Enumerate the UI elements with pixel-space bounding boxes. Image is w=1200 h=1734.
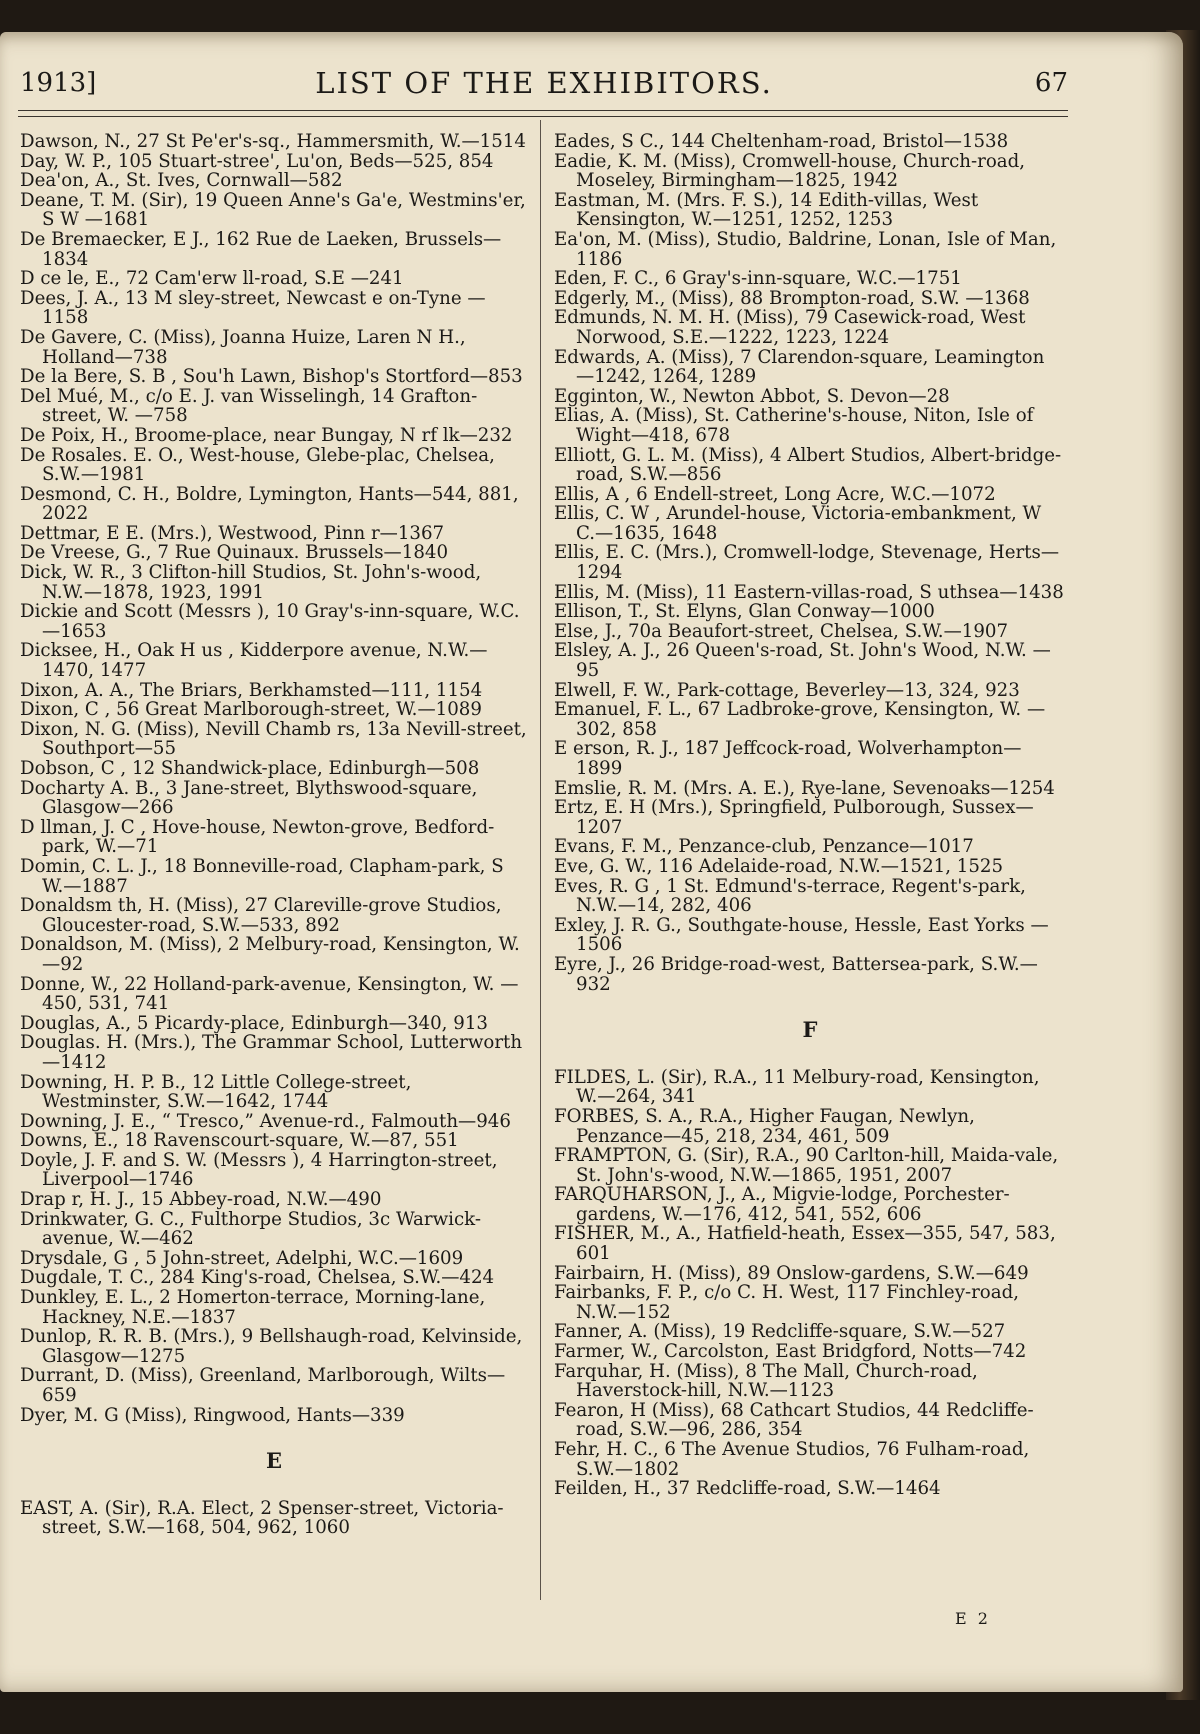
exhibitor-entry: Dunlop, R. R. B. (Mrs.), 9 Bellshaugh-road, Kelvinside, Glasgow—1275 xyxy=(20,1326,523,1367)
exhibitor-entry: Eadie, K. M. (Miss), Cromwell-house, Church-road, Moseley, Birmingham—1825, 1942 xyxy=(554,150,1026,192)
left-column xyxy=(20,132,528,1538)
exhibitor-entry: Fairbairn, H. (Miss), 89 Onslow-gardens, S.W.—649 xyxy=(554,1262,1029,1284)
exhibitor-entry: E erson, R. J., 187 Jeffcock-road, Wolverhampton—1899 xyxy=(554,738,1022,779)
exhibitor-entry: Douglas. H. (Mrs.), The Grammar School, Lutterworth —1412 xyxy=(20,1032,523,1073)
exhibitor-entry: Dixon, A. A., The Briars, Berkhamsted—111, 1154 xyxy=(20,679,483,701)
exhibitor-entry: Domin, C. L. J., 18 Bonneville-road, Clapham-park, S W.—1887 xyxy=(20,855,504,897)
exhibitor-entry: Farquhar, H. (Miss), 8 The Mall, Church-road, Haverstock-hill, N.W.—1123 xyxy=(554,1360,978,1402)
exhibitor-entry: FARQUHARSON, J., A., Migvie-lodge, Porchester-gardens, W.—176, 412, 541, 552, 606 xyxy=(554,1184,1010,1225)
exhibitor-entry: Donne, W., 22 Holland-park-avenue, Kensington, W. —450, 531, 741 xyxy=(20,973,519,1015)
exhibitor-entry: Elwell, F. W., Park-cottage, Beverley—13, 324, 923 xyxy=(554,679,1020,701)
column-divider xyxy=(540,120,541,1600)
section-letter-e: E xyxy=(265,1448,282,1474)
exhibitor-entry: De Gavere, C. (Miss), Joanna Huize, Laren N H., Holland—738 xyxy=(20,326,466,368)
exhibitor-entry: Dawson, N., 27 St Pe'er's-sq., Hammersmith, W.—1514 xyxy=(20,131,526,152)
exhibitor-entry: Fearon, H (Miss), 68 Cathcart Studios, 44 Redcliffe-road, S.W.—96, 286, 354 xyxy=(554,1399,1034,1441)
exhibitor-entry: Drysdale, G , 5 John-street, Adelphi, W.C.—1609 xyxy=(20,1247,464,1269)
exhibitor-entry: Fairbanks, F. P., c/o C. H. West, 117 Finchley-road, N.W.—152 xyxy=(554,1282,1020,1323)
exhibitor-entry: Dixon, C , 56 Great Marlborough-street, W.—1089 xyxy=(20,699,482,721)
exhibitor-entry: Dunkley, E. L., 2 Homerton-terrace, Morning-lane, Hackney, N.E.—1837 xyxy=(20,1287,486,1328)
exhibitor-entry: Eades, S C., 144 Cheltenham-road, Bristol—1538 xyxy=(554,131,1009,152)
exhibitor-entry: Ellis, E. C. (Mrs.), Cromwell-lodge, Stevenage, Herts—1294 xyxy=(554,542,1060,584)
right-column xyxy=(554,132,1066,1499)
header-rule-bottom xyxy=(18,116,1068,117)
exhibitor-entry: Edmunds, N. M. H. (Miss), 79 Casewick-road, West Norwood, S.E.—1222, 1223, 1224 xyxy=(554,307,1026,348)
exhibitor-entry: Farmer, W., Carcolston, East Bridgford, Notts—742 xyxy=(554,1341,1027,1363)
exhibitor-entry: Else, J., 70a Beaufort-street, Chelsea, S.W.—1907 xyxy=(554,620,1009,642)
exhibitor-entry: Fanner, A. (Miss), 19 Redcliffe-square, S.W.—527 xyxy=(554,1321,1006,1343)
header-year: 1913] xyxy=(20,68,97,98)
exhibitor-entry: De Poix, H., Broome-place, near Bungay, N rf lk—232 xyxy=(20,424,513,446)
exhibitor-entry: Ellis, A , 6 Endell-street, Long Acre, W.C.—1072 xyxy=(554,483,996,505)
exhibitor-entry: Edwards, A. (Miss), 7 Clarendon-square, Leamington —1242, 1264, 1289 xyxy=(554,346,1045,388)
exhibitor-entry: Dickie and Scott (Messrs ), 10 Gray's-inn-square, W.C.—1653 xyxy=(20,601,520,642)
exhibitor-entry: Deane, T. M. (Sir), 19 Queen Anne's Ga'e, Westmins'er, S W —1681 xyxy=(20,189,526,231)
section-letter-f: F xyxy=(802,1017,818,1043)
exhibitor-entry: Drap r, H. J., 15 Abbey-road, N.W.—490 xyxy=(20,1189,382,1211)
left-entries-list xyxy=(20,132,528,1425)
exhibitor-entry: Exley, J. R. G., Southgate-house, Hessle, East Yorks —1506 xyxy=(554,914,1049,956)
exhibitor-entry: Downing, H. P. B., 12 Little College-street, Westminster, S.W.—1642, 1744 xyxy=(20,1071,412,1113)
exhibitor-entry: Dyer, M. G (Miss), Ringwood, Hants—339 xyxy=(20,1404,405,1426)
exhibitor-entry: Dugdale, T. C., 284 King's-road, Chelsea, S.W.—424 xyxy=(20,1267,495,1289)
signature-mark: E 2 xyxy=(955,1609,991,1628)
exhibitor-entry: Dea'on, A., St. Ives, Cornwall—582 xyxy=(20,170,343,192)
exhibitor-entry: Donaldsm th, H. (Miss), 27 Clareville-grove Studios, Gloucester-road, S.W.—533, 892 xyxy=(20,895,502,936)
right-f-entries-list xyxy=(554,1068,1066,1499)
page-header xyxy=(20,66,1068,106)
header-rule-top xyxy=(18,110,1068,111)
exhibitor-entry: Doyle, J. F. and S. W. (Messrs ), 4 Harrington-street, Liverpool—1746 xyxy=(20,1149,498,1191)
exhibitor-entry: Ertz, E. H (Mrs.), Springfield, Pulborough, Sussex—1207 xyxy=(554,797,1034,838)
exhibitor-entry: Eves, R. G , 1 St. Edmund's-terrace, Regent's-park, N.W.—14, 282, 406 xyxy=(554,875,1026,917)
exhibitor-entry: Drinkwater, G. C., Fulthorpe Studios, 3c Warwick-avenue, W.—462 xyxy=(20,1208,482,1250)
left-e-entries-list xyxy=(20,1499,528,1538)
exhibitor-entry: Dick, W. R., 3 Clifton-hill Studios, St. John's-wood, N.W.—1878, 1923, 1991 xyxy=(20,562,482,603)
exhibitor-entry: Dicksee, H., Oak H us , Kidderpore avenue, N.W.—1470, 1477 xyxy=(20,640,488,682)
exhibitor-entry: De la Bere, S. B , Sou'h Lawn, Bishop's Stortford—853 xyxy=(20,366,523,388)
exhibitor-entry: D ce le, E., 72 Cam'erw ll-road, S.E —241 xyxy=(20,268,404,290)
exhibitor-entry: Dixon, N. G. (Miss), Nevill Chamb rs, 13a Nevill-street, Southport—55 xyxy=(20,718,527,760)
exhibitor-entry: Docharty A. B., 3 Jane-street, Blythswood-square, Glasgow—266 xyxy=(20,777,478,819)
exhibitor-entry: Feilden, H., 37 Redcliffe-road, S.W.—1464 xyxy=(554,1478,941,1500)
exhibitor-entry: Eastman, M. (Mrs. F. S.), 14 Edith-villas, West Kensington, W.—1251, 1252, 1253 xyxy=(554,189,979,231)
exhibitor-entry: Egginton, W., Newton Abbot, S. Devon—28 xyxy=(554,385,950,407)
exhibitor-entry: Elliott, G. L. M. (Miss), 4 Albert Studios, Albert-bridge-road, S.W.—856 xyxy=(554,444,1062,486)
exhibitor-entry: Elias, A. (Miss), St. Catherine's-house, Niton, Isle of Wight—418, 678 xyxy=(554,405,1034,446)
exhibitor-entry: Del Mué, M., c/o E. J. van Wisselingh, 14 Grafton-street, W. —758 xyxy=(20,385,478,427)
exhibitor-entry: Downing, J. E., “ Tresco,” Avenue-rd., Falmouth—946 xyxy=(20,1110,511,1132)
exhibitor-entry: Eve, G. W., 116 Adelaide-road, N.W.—1521, 1525 xyxy=(554,855,1004,877)
exhibitor-entry: FORBES, S. A., R.A., Higher Faugan, Newlyn, Penzance—45, 218, 234, 461, 509 xyxy=(554,1105,975,1147)
header-title: LIST OF THE EXHIBITORS. xyxy=(315,66,773,100)
exhibitor-entry: Day, W. P., 105 Stuart-stree', Lu'on, Beds—525, 854 xyxy=(20,150,494,172)
exhibitor-entry: Ellis, C. W , Arundel-house, Victoria-embankment, W C.—1635, 1648 xyxy=(554,503,1042,544)
exhibitor-entry: Downs, E., 18 Ravenscourt-square, W.—87, 551 xyxy=(20,1130,459,1152)
exhibitor-entry: Fehr, H. C., 6 The Avenue Studios, 76 Fulham-road, S.W.—1802 xyxy=(554,1439,1030,1480)
exhibitor-entry: Dees, J. A., 13 M sley-street, Newcast e on-Tyne —1158 xyxy=(20,287,486,329)
exhibitor-entry: Eden, F. C., 6 Gray's-inn-square, W.C.—1751 xyxy=(554,268,962,290)
exhibitor-entry: De Rosales. E. O., West-house, Glebe-plac, Chelsea, S.W.—1981 xyxy=(20,444,495,486)
exhibitor-entry: Desmond, C. H., Boldre, Lymington, Hants—544, 881, 2022 xyxy=(20,483,519,525)
header-page-number: 67 xyxy=(1034,68,1068,98)
exhibitor-entry: Ellison, T., St. Elyns, Glan Conway—1000 xyxy=(554,601,935,623)
exhibitor-entry: FRAMPTON, G. (Sir), R.A., 90 Carlton-hill, Maida-vale, St. John's-wood, N.W.—1865, 1951, 2007 xyxy=(554,1145,1059,1186)
exhibitor-entry: Dobson, C , 12 Shandwick-place, Edinburgh—508 xyxy=(20,758,480,779)
exhibitor-entry: FISHER, M., A., Hatfield-heath, Essex—355, 547, 583, 601 xyxy=(554,1223,1056,1265)
exhibitor-entry: Elsley, A. J., 26 Queen's-road, St. John's Wood, N.W. —95 xyxy=(554,640,1051,682)
exhibitor-entry: Donaldson, M. (Miss), 2 Melbury-road, Kensington, W.—92 xyxy=(20,934,520,975)
right-e-entries-list xyxy=(554,132,1066,994)
exhibitor-entry: De Vreese, G., 7 Rue Quinaux. Brussels—1840 xyxy=(20,542,449,564)
exhibitor-entry: D llman, J. C , Hove-house, Newton-grove, Bedford-park, W.—71 xyxy=(20,816,495,858)
exhibitor-entry: Ea'on, M. (Miss), Studio, Baldrine, Lonan, Isle of Man, 1186 xyxy=(554,228,1057,270)
exhibitor-entry: Douglas, A., 5 Picardy-place, Edinburgh—340, 913 xyxy=(20,1012,488,1034)
exhibitor-entry: Emanuel, F. L., 67 Ladbroke-grove, Kensington, W. —302, 858 xyxy=(554,699,1046,740)
exhibitor-entry: Edgerly, M., (Miss), 88 Brompton-road, S.W. —1368 xyxy=(554,287,1030,309)
exhibitor-entry: De Bremaecker, E J., 162 Rue de Laeken, Brussels—1834 xyxy=(20,228,502,270)
exhibitor-entry: Emslie, R. M. (Mrs. A. E.), Rye-lane, Sevenoaks—1254 xyxy=(554,777,1055,799)
exhibitor-entry: Dettmar, E E. (Mrs.), Westwood, Pinn r—1367 xyxy=(20,522,445,544)
exhibitor-entry: Durrant, D. (Miss), Greenland, Marlborough, Wilts—659 xyxy=(20,1365,506,1406)
exhibitor-entry: Ellis, M. (Miss), 11 Eastern-villas-road, S uthsea—1438 xyxy=(554,581,1064,603)
exhibitor-entry: Evans, F. M., Penzance-club, Penzance—1017 xyxy=(554,836,974,858)
exhibitor-entry: FILDES, L. (Sir), R.A., 11 Melbury-road, Kensington, W.—264, 341 xyxy=(554,1066,1040,1108)
exhibitor-entry: EAST, A. (Sir), R.A. Elect, 2 Spenser-street, Victoria-street, S.W.—168, 504, 962, 1060 xyxy=(20,1497,504,1539)
exhibitor-entry: Eyre, J., 26 Bridge-road-west, Battersea-park, S.W.—932 xyxy=(554,953,1038,995)
